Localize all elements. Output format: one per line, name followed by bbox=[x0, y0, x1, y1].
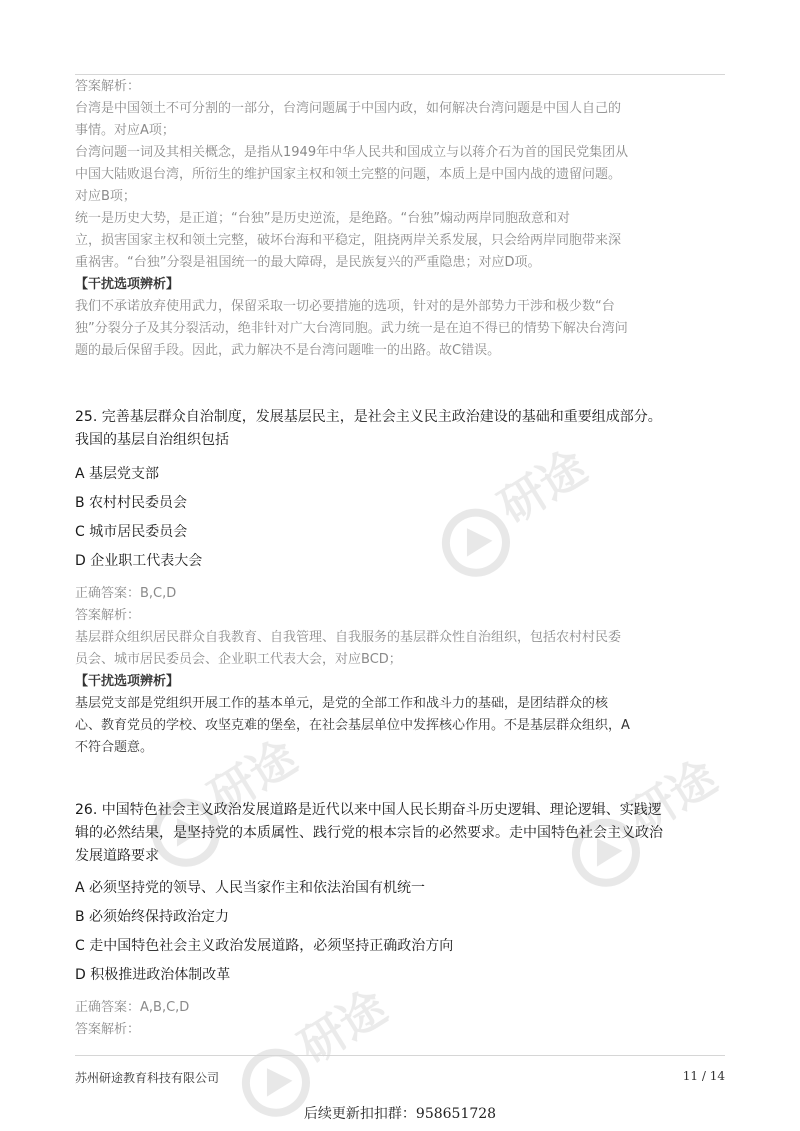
distractor-line: 独”分裂分子及其分裂活动，绝非针对广大台湾同胞。武力统一是在迫不得已的情势下解决台湾问 bbox=[75, 321, 628, 336]
option-a: A 必须坚持党的领导、人民当家作主和依法治国有机统一 bbox=[75, 880, 426, 896]
watermark-text: 研途 bbox=[199, 729, 306, 825]
watermark-text: 研途 bbox=[619, 749, 726, 845]
question-stem: 发展道路要求 bbox=[75, 848, 159, 864]
option-d: D 积极推进政治体制改革 bbox=[75, 967, 231, 983]
analysis-line: 重祸害。“台独”分裂是祖国统一的最大障碍，是民族复兴的严重隐患；对应D项。 bbox=[75, 255, 541, 270]
distractor-tag: 【干扰选项辨析】 bbox=[75, 674, 180, 689]
option-d: D 企业职工代表大会 bbox=[75, 553, 203, 569]
distractor-tag: 【干扰选项辨析】 bbox=[75, 277, 180, 292]
footer-rule bbox=[75, 1055, 725, 1056]
distractor-line: 我们不承诺放弃使用武力，保留采取一切必要措施的选项，针对的是外部势力干涉和极少数“台 bbox=[75, 299, 615, 314]
option-a: A 基层党支部 bbox=[75, 466, 160, 482]
bottom-note: 后续更新扣扣群：958651728 bbox=[303, 1106, 497, 1122]
question-26 bbox=[75, 799, 725, 1041]
explanation-block-q24 bbox=[75, 76, 725, 362]
footer-page-number: 11 / 14 bbox=[682, 1069, 725, 1083]
option-c: C 城市居民委员会 bbox=[75, 524, 188, 540]
option-c: C 走中国特色社会主义政治发展道路，必须坚持正确政治方向 bbox=[75, 938, 454, 954]
footer-company: 苏州研途教育科技有限公司 bbox=[75, 1071, 220, 1085]
header-rule bbox=[75, 74, 725, 75]
analysis-line: 台湾问题一词及其相关概念，是指从1949年中华人民共和国成立与以蒋介石为首的国民党集团从 bbox=[75, 145, 629, 160]
question-stem: 我国的基层自治组织包括 bbox=[75, 432, 229, 448]
option-b: B 必须始终保持政治定力 bbox=[75, 909, 230, 925]
analysis-line: 台湾是中国领土不可分割的一部分，台湾问题属于中国内政，如何解决台湾问题是中国人自己的 bbox=[75, 101, 622, 116]
watermark-text: 研途 bbox=[289, 979, 396, 1075]
watermark-text: 研途 bbox=[489, 439, 596, 535]
answer-analysis-label: 答案解析： bbox=[75, 608, 141, 623]
distractor-line: 不符合题意。 bbox=[75, 740, 154, 755]
distractor-line: 基层党支部是党组织开展工作的基本单元，是党的全部工作和战斗力的基础，是团结群众的核 bbox=[75, 696, 609, 711]
correct-answer: 正确答案：B,C,D bbox=[75, 586, 177, 601]
analysis-line: 事情。对应A项； bbox=[75, 123, 175, 138]
question-stem: 25. 完善基层群众自治制度，发展基层民主，是社会主义民主政治建设的基础和重要组成部分。 bbox=[75, 409, 662, 425]
analysis-line: 中国大陆败退台湾，所衍生的维护国家主权和领土完整的问题，本质上是中国内战的遗留问题。 bbox=[75, 167, 622, 182]
analysis-line: 员会、城市居民委员会、企业职工代表大会，对应BCD； bbox=[75, 652, 402, 667]
distractor-line: 心、教育党员的学校、攻坚克难的堡垒，在社会基层单位中发挥核心作用。不是基层群众组织，A bbox=[75, 718, 630, 733]
page-content bbox=[75, 76, 725, 1041]
analysis-line: 立，损害国家主权和领土完整，破坏台海和平稳定，阻挠两岸关系发展，只会给两岸同胞带来深 bbox=[75, 233, 622, 248]
analysis-line: 基层群众组织居民群众自我教育、自我管理、自我服务的基层群众性自治组织，包括农村村民委 bbox=[75, 630, 622, 645]
answer-analysis-label: 答案解析： bbox=[75, 1022, 141, 1037]
question-stem: 26. 中国特色社会主义政治发展道路是近代以来中国人民长期奋斗历史逻辑、理论逻辑、实践逻 bbox=[75, 802, 662, 818]
option-b: B 农村村民委员会 bbox=[75, 495, 188, 511]
analysis-line: 对应B项； bbox=[75, 189, 136, 204]
answer-analysis-label: 答案解析： bbox=[75, 79, 141, 94]
analysis-line: 统一是历史大势，是正道；“台独”是历史逆流，是绝路。“台独”煽动两岸同胞敌意和对 bbox=[75, 211, 570, 226]
question-stem: 辑的必然结果，是坚持党的本质属性、践行党的根本宗旨的必然要求。走中国特色社会主义政治 bbox=[75, 825, 663, 841]
question-25 bbox=[75, 406, 725, 759]
correct-answer: 正确答案：A,B,C,D bbox=[75, 1000, 190, 1015]
distractor-line: 题的最后保留手段。因此，武力解决不是台湾问题唯一的出路。故C错误。 bbox=[75, 343, 501, 358]
